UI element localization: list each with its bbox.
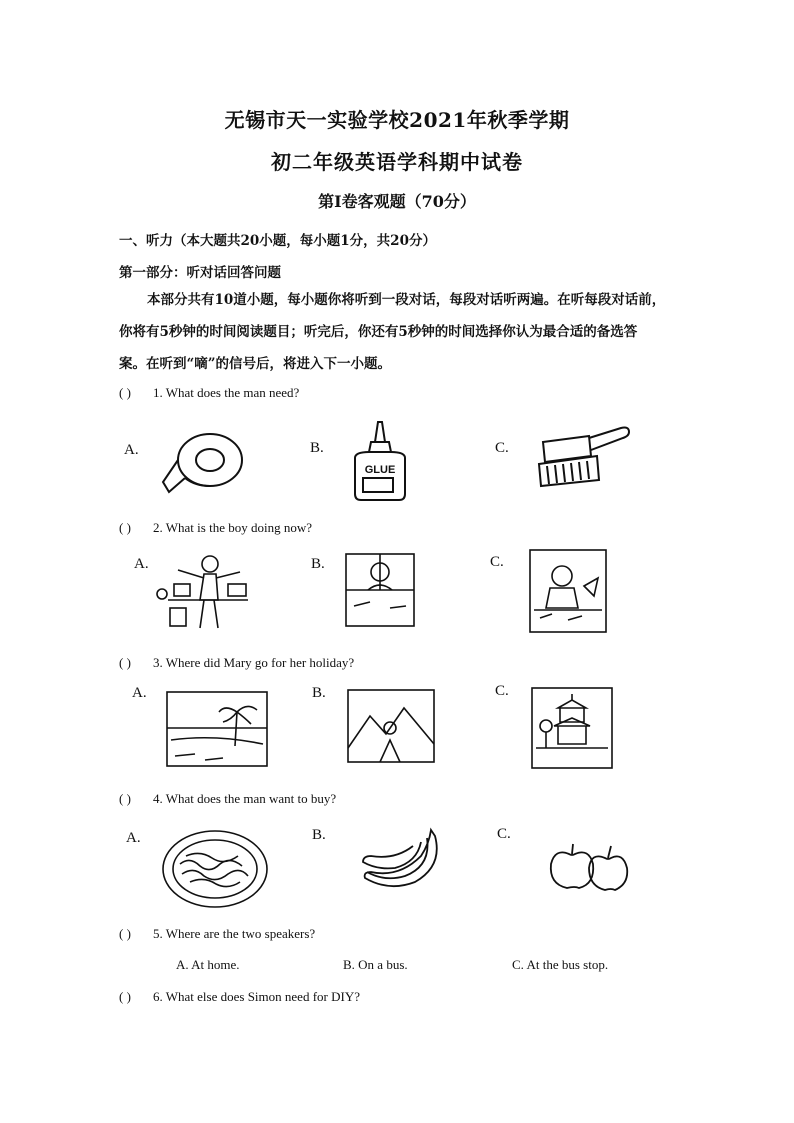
option-c-label: C. <box>490 554 504 570</box>
option-a-label: A. <box>132 685 147 701</box>
instruction-line-1: 本部分共有10道小题，每小题你将听到一段对话，每段对话听两遍。在听每段对话前， <box>147 292 666 308</box>
beach-scene-icon <box>165 690 269 768</box>
option-a-label: A. <box>126 830 141 846</box>
answer-blank[interactable]: ( ) <box>119 520 131 535</box>
answer-blank[interactable]: ( ) <box>119 989 131 1004</box>
mountain-scene-icon <box>346 688 436 764</box>
svg-text:GLUE: GLUE <box>364 464 396 476</box>
instructions <box>119 284 679 380</box>
option-a[interactable]: A. At home. <box>176 957 240 972</box>
option-b[interactable]: B. On a bus. <box>343 957 408 972</box>
apples-icon <box>545 838 629 892</box>
noodles-plate-icon <box>160 828 270 910</box>
option-a-label: A. <box>134 556 149 572</box>
option-b-label: B. <box>311 556 325 572</box>
exam-title: 初二年级英语学科期中试卷 <box>271 150 523 174</box>
instruction-line-3: 案。在听到“嘀”的信号后，将进入下一小题。 <box>119 356 392 372</box>
option-c-label: C. <box>497 826 511 842</box>
instruction-line-2: 你将有5秒钟的时间阅读题目；听完后，你还有5秒钟的时间选择你认为最合适的备选答 <box>119 324 638 340</box>
answer-blank[interactable]: ( ) <box>119 655 131 670</box>
school-title: 无锡市天一实验学校2021年秋季学期 <box>224 108 570 132</box>
option-b-label: B. <box>312 827 326 843</box>
boy-at-desk-icon <box>528 548 608 634</box>
part-title: 第Ⅰ卷客观题（70分） <box>318 192 476 211</box>
glue-bottle-icon <box>345 420 415 502</box>
option-c-label: C. <box>495 440 509 456</box>
bananas-icon <box>355 826 445 892</box>
section-subtitle: 第一部分：听对话回答问题 <box>119 265 281 281</box>
tape-icon <box>155 418 250 506</box>
option-b-label: B. <box>312 685 326 701</box>
section-title: 一、听力（本大题共20小题，每小题1分，共20分） <box>119 233 436 249</box>
question-5: ( ) 5. Where are the two speakers? <box>119 926 316 941</box>
boy-at-window-icon <box>340 550 420 630</box>
pagoda-scene-icon <box>530 686 614 770</box>
answer-blank[interactable]: ( ) <box>119 791 131 806</box>
question-4: ( ) 4. What does the man want to buy? <box>119 791 337 806</box>
option-c-label: C. <box>495 683 509 699</box>
question-2: ( ) 2. What is the boy doing now? <box>119 520 312 535</box>
option-c[interactable]: C. At the bus stop. <box>512 957 609 972</box>
brush-icon <box>525 420 635 495</box>
option-a-label: A. <box>124 442 139 458</box>
question-3: ( ) 3. Where did Mary go for her holiday? <box>119 655 355 670</box>
boy-hanging-decorations-icon <box>148 550 258 638</box>
option-b-label: B. <box>310 440 324 456</box>
question-1: ( ) 1. What does the man need? <box>119 385 300 400</box>
answer-blank[interactable]: ( ) <box>119 385 131 400</box>
question-6: ( ) 6. What else does Simon need for DIY? <box>119 989 360 1004</box>
answer-blank[interactable]: ( ) <box>119 926 131 941</box>
